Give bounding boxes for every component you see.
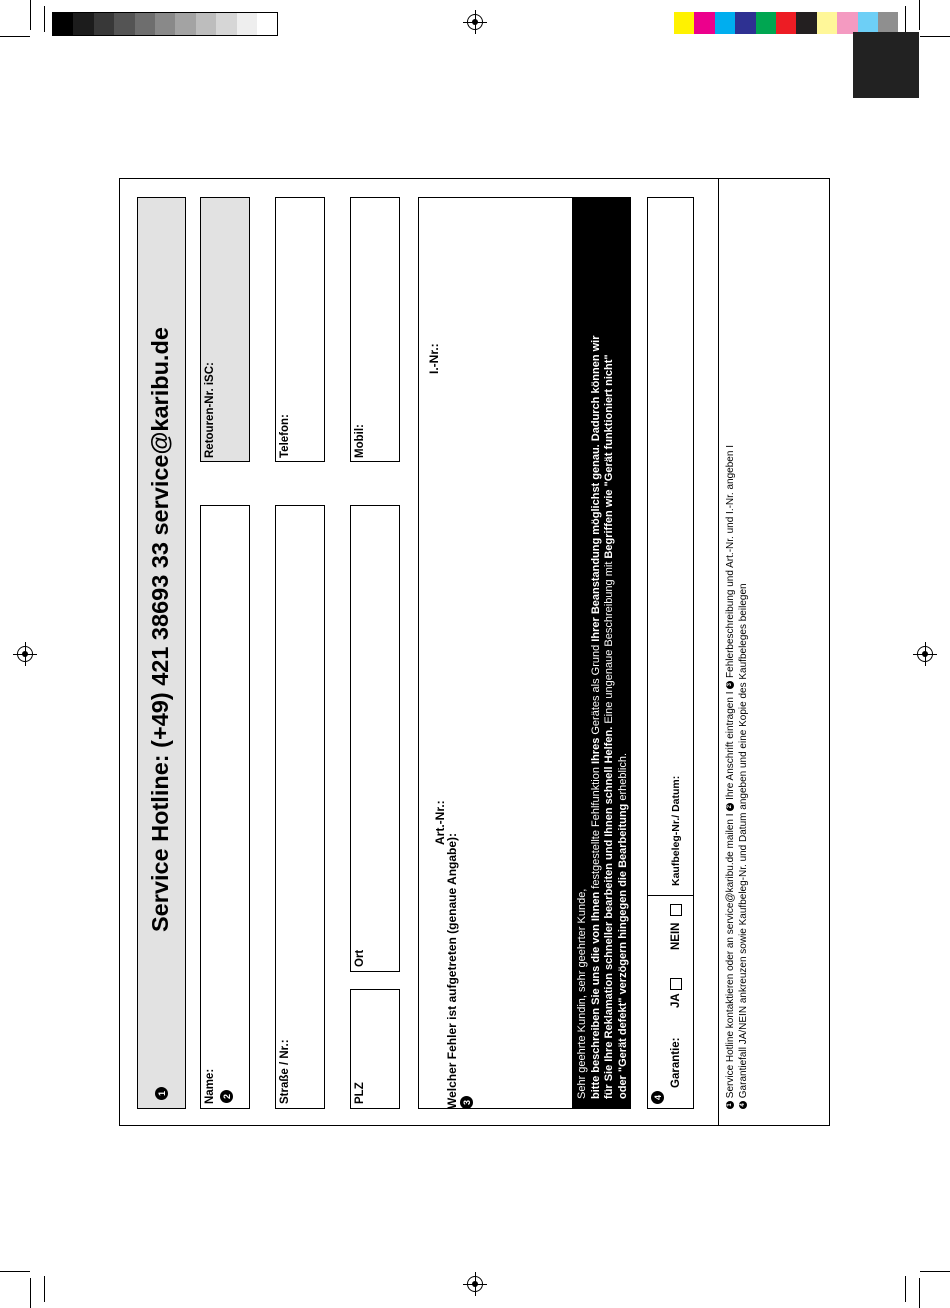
strasse-label: Straße / Nr.: [279, 1039, 291, 1104]
calibration-swatch [694, 12, 714, 34]
customer-notice [572, 197, 631, 1109]
hotline-header [137, 197, 186, 1109]
calibration-swatch [878, 12, 898, 34]
footer-separator [718, 179, 719, 1126]
registration-mark-icon [467, 1276, 483, 1292]
calibration-swatch [796, 12, 816, 34]
retouren-field[interactable] [200, 197, 250, 462]
notice-line-3: für Sie Ihre Reklamation schneller bearbeiten und Ihnen schnell Helfen. Eine ungenaue Beschreibung mit Begriffen wie "Gerät funktioniert nicht" [603, 354, 615, 1099]
color-calibration-bar [674, 12, 898, 34]
registration-mark-icon [467, 14, 483, 30]
calibration-swatch [135, 13, 155, 35]
name-field[interactable] [200, 505, 250, 1109]
telefon-label: Telefon: [279, 414, 291, 458]
crop-mark [44, 1276, 45, 1302]
calibration-swatch [756, 12, 776, 34]
crop-mark [919, 1278, 920, 1308]
calibration-swatch [216, 13, 236, 35]
crop-mark [905, 6, 906, 32]
calibration-swatch [114, 13, 134, 35]
calibration-swatch [53, 13, 73, 35]
service-form-content [120, 179, 830, 1126]
ja-checkbox[interactable] [670, 978, 682, 990]
calibration-swatch [73, 13, 93, 35]
calibration-swatch [237, 13, 257, 35]
nein-checkbox[interactable] [670, 904, 682, 916]
crop-mark [30, 0, 31, 30]
crop-mark [44, 6, 45, 32]
calibration-swatch [837, 12, 857, 34]
calibration-swatch [776, 12, 796, 34]
plz-label: PLZ [354, 1082, 366, 1104]
calibration-swatch [674, 12, 694, 34]
calibration-swatch [94, 13, 114, 35]
calibration-swatch [257, 13, 277, 35]
warranty-row [647, 197, 694, 1109]
crop-mark [30, 1278, 31, 1308]
step-3-badge: 3 [460, 1096, 473, 1109]
gray-calibration-bar [52, 12, 278, 36]
telefon-field[interactable] [275, 197, 325, 462]
calibration-swatch [175, 13, 195, 35]
fault-question: Welcher Fehler ist aufgetreten (genaue Angabe): [445, 832, 459, 1109]
strasse-field[interactable] [275, 505, 325, 1109]
footer-line-1: 1 Service Hotline kontaktieren oder an service@karibu.de mailen I 2 Ihre Anschrift eintragen I 3 Fehlerbeschreibung und Art.-Nr. und I.-Nr. angeben I [725, 445, 736, 1109]
nein-label: NEIN [670, 922, 682, 950]
i-nr-label: I.-Nr.: [427, 343, 441, 374]
calibration-swatch [735, 12, 755, 34]
calibration-swatch [858, 12, 878, 34]
mobil-field[interactable] [350, 197, 400, 462]
crop-mark [0, 1271, 30, 1272]
registration-mark-icon [17, 646, 33, 662]
calibration-swatch [196, 13, 216, 35]
footer-line-2: 4 Garantiefall JA/NEIN ankreuzen sowie Kaufbeleg-Nr. und Datum angeben und eine Kopie des Kaufbeleges beilegen [738, 583, 749, 1109]
registration-mark-icon [917, 646, 933, 662]
garantie-label: Garantie: [670, 1037, 682, 1088]
hotline-title: Service Hotline: (+49) 421 38693 33 service@karibu.de [147, 327, 173, 932]
calibration-swatch [155, 13, 175, 35]
crop-mark [0, 36, 30, 37]
page-tab-marker [853, 32, 919, 98]
ort-field[interactable] [350, 505, 400, 972]
ort-label: Ort [354, 949, 366, 967]
warranty-divider [648, 895, 693, 896]
name-label: Name: [204, 1068, 216, 1104]
step-4-badge: 4 [651, 1091, 664, 1104]
ja-label: JA [670, 993, 682, 1008]
calibration-swatch [817, 12, 837, 34]
notice-greeting: Sehr geehrte Kundin, sehr geehrter Kunde, [576, 888, 588, 1099]
kaufbeleg-label: Kaufbeleg-Nr./ Datum: [670, 775, 682, 886]
crop-mark [920, 36, 950, 37]
crop-mark [920, 1271, 950, 1272]
crop-mark [905, 1276, 906, 1302]
crop-mark [919, 0, 920, 30]
step-2-badge: 2 [220, 1090, 233, 1103]
notice-line-4: oder "Gerät defekt" verzögern hingegen die Bearbeitung erheblich. [616, 752, 629, 1099]
retouren-label: Retouren-Nr. iSC: [204, 362, 216, 458]
plz-field[interactable] [350, 989, 400, 1109]
service-form [119, 178, 830, 1126]
mobil-label: Mobil: [354, 424, 366, 458]
calibration-swatch [715, 12, 735, 34]
step-1-badge: 1 [155, 1087, 168, 1100]
notice-line-2: bitte beschreiben Sie uns die von Ihnen festgestellte Fehlfunktion Ihres Gerätes als Grund Ihrer Beanstandung möglichst genau. Dadurch können wir [589, 335, 602, 1099]
art-nr-label: Art.-Nr.: [433, 800, 447, 845]
